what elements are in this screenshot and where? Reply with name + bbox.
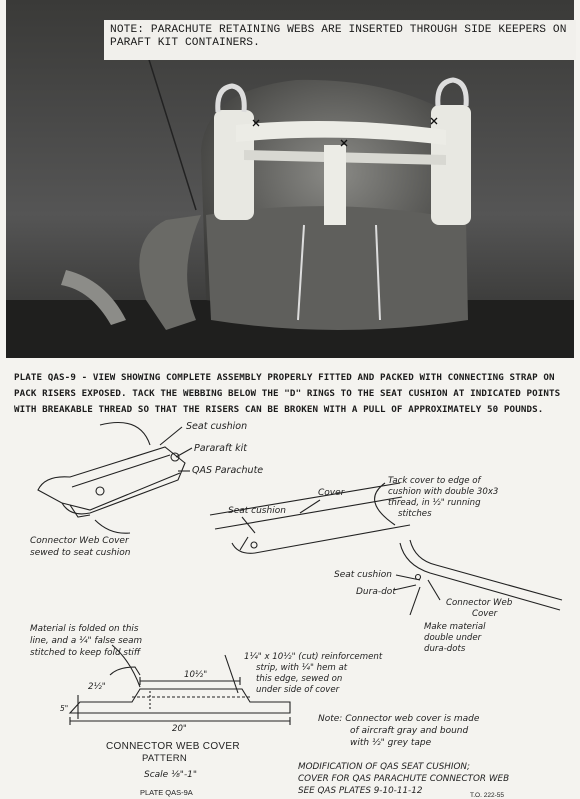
note-line-1: NOTE: PARACHUTE RETAINING WEBS ARE INSERTED THROUGH SIDE KEEPERS ON bbox=[110, 24, 567, 36]
modification-line-2: COVER FOR QAS PARACHUTE CONNECTOR WEB bbox=[298, 774, 510, 784]
note-line-3: with ½" grey tape bbox=[350, 738, 432, 748]
pattern-scale: Scale ⅛"-1" bbox=[144, 770, 198, 780]
label-seat-cushion-1: Seat cushion bbox=[186, 421, 248, 432]
label-qas-parachute: QAS Parachute bbox=[192, 465, 264, 476]
modification-line-1: MODIFICATION OF QAS SEAT CUSHION; bbox=[298, 762, 470, 772]
label-dura-dot: Dura-dot bbox=[356, 587, 396, 597]
label-connector-web-cover-1: Connector Web Cover bbox=[30, 536, 129, 546]
note-line-2: PARAFT KIT CONTAINERS. bbox=[110, 37, 260, 49]
photo-note bbox=[104, 20, 576, 60]
label-material-2: line, and a ¼" false seam bbox=[30, 636, 143, 646]
label-seat-cushion-3: Seat cushion bbox=[334, 570, 392, 580]
technical-drawings bbox=[0, 405, 580, 799]
note-line-2: of aircraft gray and bound bbox=[350, 726, 469, 736]
modification-line-3: SEE QAS PLATES 9-10-11-12 bbox=[298, 786, 423, 796]
note-line-1: Note: Connector web cover is made bbox=[318, 714, 480, 724]
label-strip-2: strip, with ¼" hem at bbox=[256, 663, 348, 673]
label-make-1: Make material bbox=[424, 622, 486, 632]
label-sewed-to-cushion: sewed to seat cushion bbox=[30, 548, 131, 558]
label-strip-4: under side of cover bbox=[256, 685, 340, 695]
label-tack-1: Tack cover to edge of bbox=[388, 476, 481, 486]
label-connector-web-3b: Cover bbox=[472, 609, 498, 619]
label-strip-1: 1¼" x 10½" (cut) reinforcement bbox=[244, 652, 383, 662]
label-tack-2: cushion with double 30x3 bbox=[388, 487, 499, 497]
label-tack-3: thread, in ½" running bbox=[388, 498, 481, 508]
label-make-2: double under bbox=[424, 633, 482, 643]
label-material-1: Material is folded on this bbox=[30, 624, 139, 634]
caption-line-1: PLATE QAS-9 - VIEW SHOWING COMPLETE ASSEMBLY PROPERLY FITTED AND PACKED WITH CONNECTING STRAP ON bbox=[14, 372, 555, 383]
caption-line-2: PACK RISERS EXPOSED. TACK THE WEBBING BELOW THE "D" RINGS TO THE SEAT CUSHION AT INDICATED POINTS bbox=[14, 388, 561, 399]
dimension-top: 10½" bbox=[184, 670, 208, 680]
label-strip-3: this edge, sewed on bbox=[256, 674, 343, 684]
label-cover: Cover bbox=[318, 488, 345, 498]
label-seat-cushion-2: Seat cushion bbox=[228, 506, 286, 516]
label-make-3: dura-dots bbox=[424, 644, 466, 654]
pattern-subtitle: PATTERN bbox=[142, 753, 188, 764]
pattern-title: CONNECTOR WEB COVER bbox=[106, 741, 240, 752]
dimension-left: 2½" bbox=[88, 682, 106, 692]
label-material-3: stitched to keep fold stiff bbox=[30, 648, 141, 658]
document-code: T.O. 222-55 bbox=[470, 792, 504, 799]
plate-label-9a: PLATE QAS-9A bbox=[140, 788, 193, 797]
caption-line-3: WITH BREAKABLE THREAD SO THAT THE RISERS CAN BE BROKEN WITH A PULL OF APPROXIMATELY 50 POUNDS. bbox=[14, 404, 544, 415]
label-pararaft-kit: Pararaft kit bbox=[194, 443, 247, 454]
label-connector-web-3a: Connector Web bbox=[446, 598, 513, 608]
label-tack-4: stitches bbox=[398, 509, 432, 519]
dimension-bottom: 20" bbox=[172, 724, 187, 734]
dimension-side: 5" bbox=[60, 704, 69, 713]
